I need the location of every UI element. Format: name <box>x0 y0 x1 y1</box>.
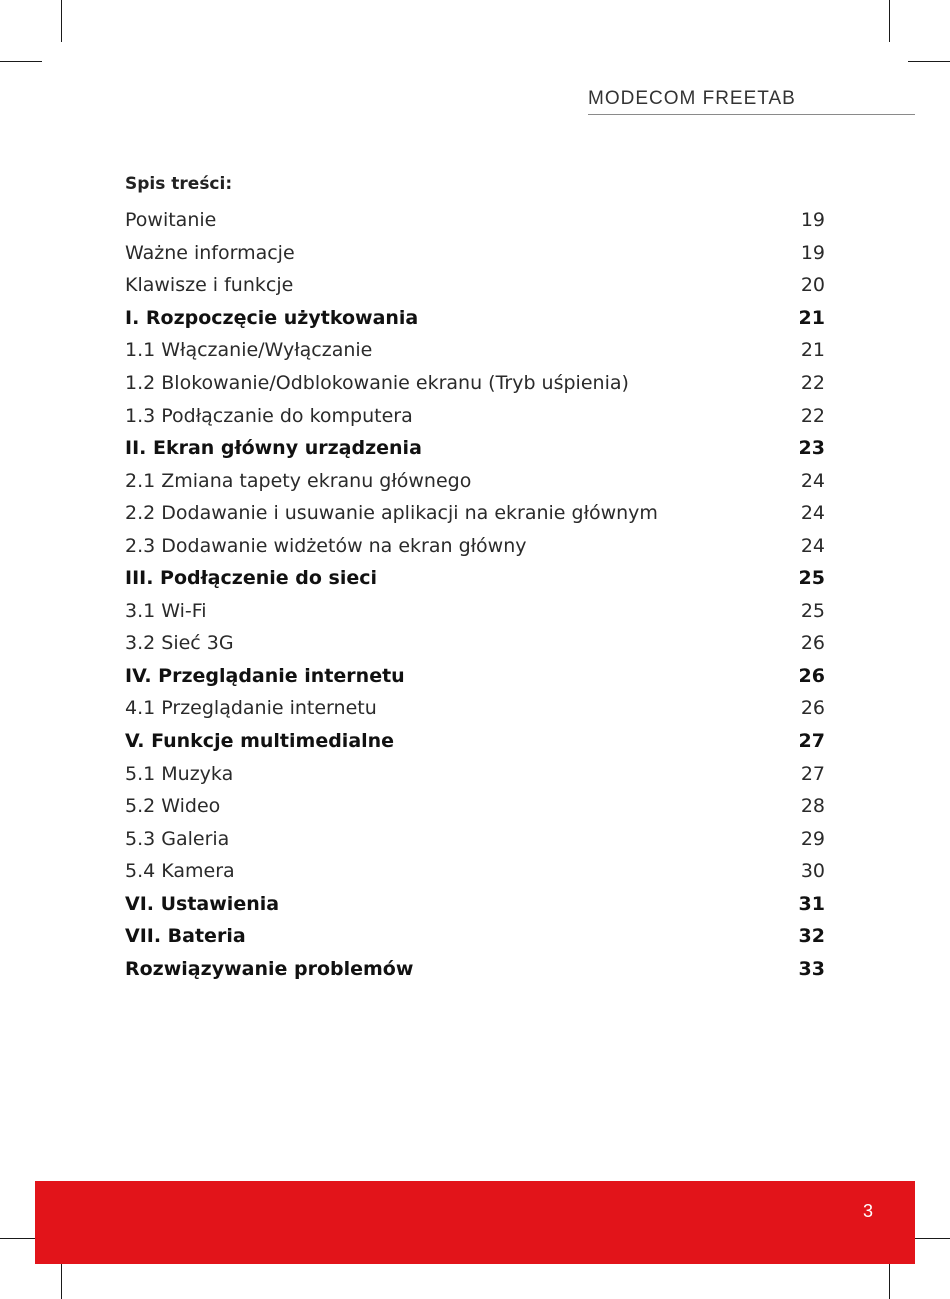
toc-entry-label: 2.2 Dodawanie i usuwanie aplikacji na ekranie głównym <box>125 502 658 525</box>
toc-entry-page: 19 <box>800 241 825 264</box>
crop-mark <box>908 61 950 62</box>
toc-entry-row <box>125 204 825 237</box>
header-title: MODECOM FREETAB <box>588 88 796 109</box>
toc-entry-label: VI. Ustawienia <box>125 892 280 915</box>
toc-entry-row <box>125 757 825 790</box>
toc-entry-label: Klawisze i funkcje <box>125 274 294 297</box>
toc-entry-label: Ważne informacje <box>125 241 295 264</box>
toc-entry-row <box>125 464 825 497</box>
toc-entry-label: 1.3 Podłączanie do komputera <box>125 404 413 427</box>
footer-bar <box>35 1181 915 1264</box>
toc-entry-row <box>125 497 825 530</box>
toc-entry-label: 5.1 Muzyka <box>125 762 234 785</box>
toc-entry-page: 27 <box>798 730 825 753</box>
toc-entry-page: 25 <box>798 567 825 590</box>
toc-section-row <box>125 920 825 953</box>
toc-section-row <box>125 725 825 758</box>
toc-entry-page: 23 <box>798 437 825 460</box>
toc-entry-row <box>125 790 825 823</box>
toc-entry-label: 5.4 Kamera <box>125 860 235 883</box>
toc-entry-label: 3.2 Sieć 3G <box>125 632 234 655</box>
toc-entry-row <box>125 529 825 562</box>
toc-entry-page: 33 <box>798 957 825 980</box>
toc-entry-label: 2.3 Dodawanie widżetów na ekran główny <box>125 534 527 557</box>
toc-entry-label: 5.3 Galeria <box>125 827 230 850</box>
toc-entry-page: 21 <box>798 306 825 329</box>
toc-entry-page: 19 <box>800 209 825 232</box>
toc-entry-label: Rozwiązywanie problemów <box>125 957 414 980</box>
toc-section-row <box>125 953 825 986</box>
toc-entry-label: 1.2 Blokowanie/Odblokowanie ekranu (Tryb uśpienia) <box>125 372 629 394</box>
toc-entry-page: 22 <box>800 372 825 394</box>
toc-entry-page: 27 <box>800 762 825 785</box>
toc-entry-row <box>125 627 825 660</box>
toc-entry-label: IV. Przeglądanie internetu <box>125 664 405 687</box>
toc-entry-row <box>125 269 825 302</box>
toc-entry-row <box>125 399 825 432</box>
toc-entry-page: 24 <box>800 469 825 492</box>
crop-mark <box>0 61 42 62</box>
toc-section-row <box>125 302 825 335</box>
toc-entry-page: 25 <box>800 599 825 622</box>
toc-entry-label: III. Podłączenie do sieci <box>125 567 377 590</box>
toc-entry-label: 3.1 Wi-Fi <box>125 599 207 622</box>
toc-entry-row <box>125 367 825 400</box>
toc-entry-label: 5.2 Wideo <box>125 795 221 818</box>
toc-entry-row <box>125 822 825 855</box>
toc-entry-page: 21 <box>800 339 825 362</box>
toc-entry-page: 31 <box>798 892 825 915</box>
toc-entry-row <box>125 692 825 725</box>
toc-entry-label: V. Funkcje multimedialne <box>125 730 395 753</box>
toc-entry-page: 26 <box>798 664 825 687</box>
toc-entry-page: 22 <box>800 404 825 427</box>
toc-entry-row <box>125 334 825 367</box>
toc-section-row <box>125 432 825 465</box>
toc-entry-page: 32 <box>798 925 825 948</box>
toc-entry-page: 24 <box>800 534 825 557</box>
crop-mark <box>889 0 890 42</box>
toc-entry-label: Powitanie <box>125 209 217 232</box>
page-number: 3 <box>862 1201 873 1221</box>
crop-mark <box>61 0 62 42</box>
toc-entry-label: VII. Bateria <box>125 925 246 948</box>
toc-entry-label: 2.1 Zmiana tapety ekranu głównego <box>125 469 472 492</box>
toc-entry-label: 1.1 Włączanie/Wyłączanie <box>125 339 373 362</box>
toc-section-row <box>125 660 825 693</box>
toc-entry-page: 20 <box>800 274 825 297</box>
toc-entry-page: 30 <box>800 860 825 883</box>
toc-entry-label: I. Rozpoczęcie użytkowania <box>125 306 419 329</box>
toc-entry-row <box>125 855 825 888</box>
toc-entry-row <box>125 237 825 270</box>
toc-entry-label: 4.1 Przeglądanie internetu <box>125 697 377 720</box>
toc-entry-page: 26 <box>800 632 825 655</box>
toc-entry-page: 28 <box>800 795 825 818</box>
toc-entry-page: 26 <box>800 697 825 720</box>
toc-entry-row <box>125 595 825 628</box>
toc-entry-page: 24 <box>800 502 825 525</box>
toc-section-row <box>125 887 825 920</box>
toc-entry-page: 29 <box>800 827 825 850</box>
toc-entry-label: II. Ekran główny urządzenia <box>125 437 422 460</box>
toc-heading: Spis treści: <box>125 174 233 194</box>
table-of-contents <box>125 204 825 985</box>
toc-section-row <box>125 562 825 595</box>
page-header <box>588 86 915 115</box>
